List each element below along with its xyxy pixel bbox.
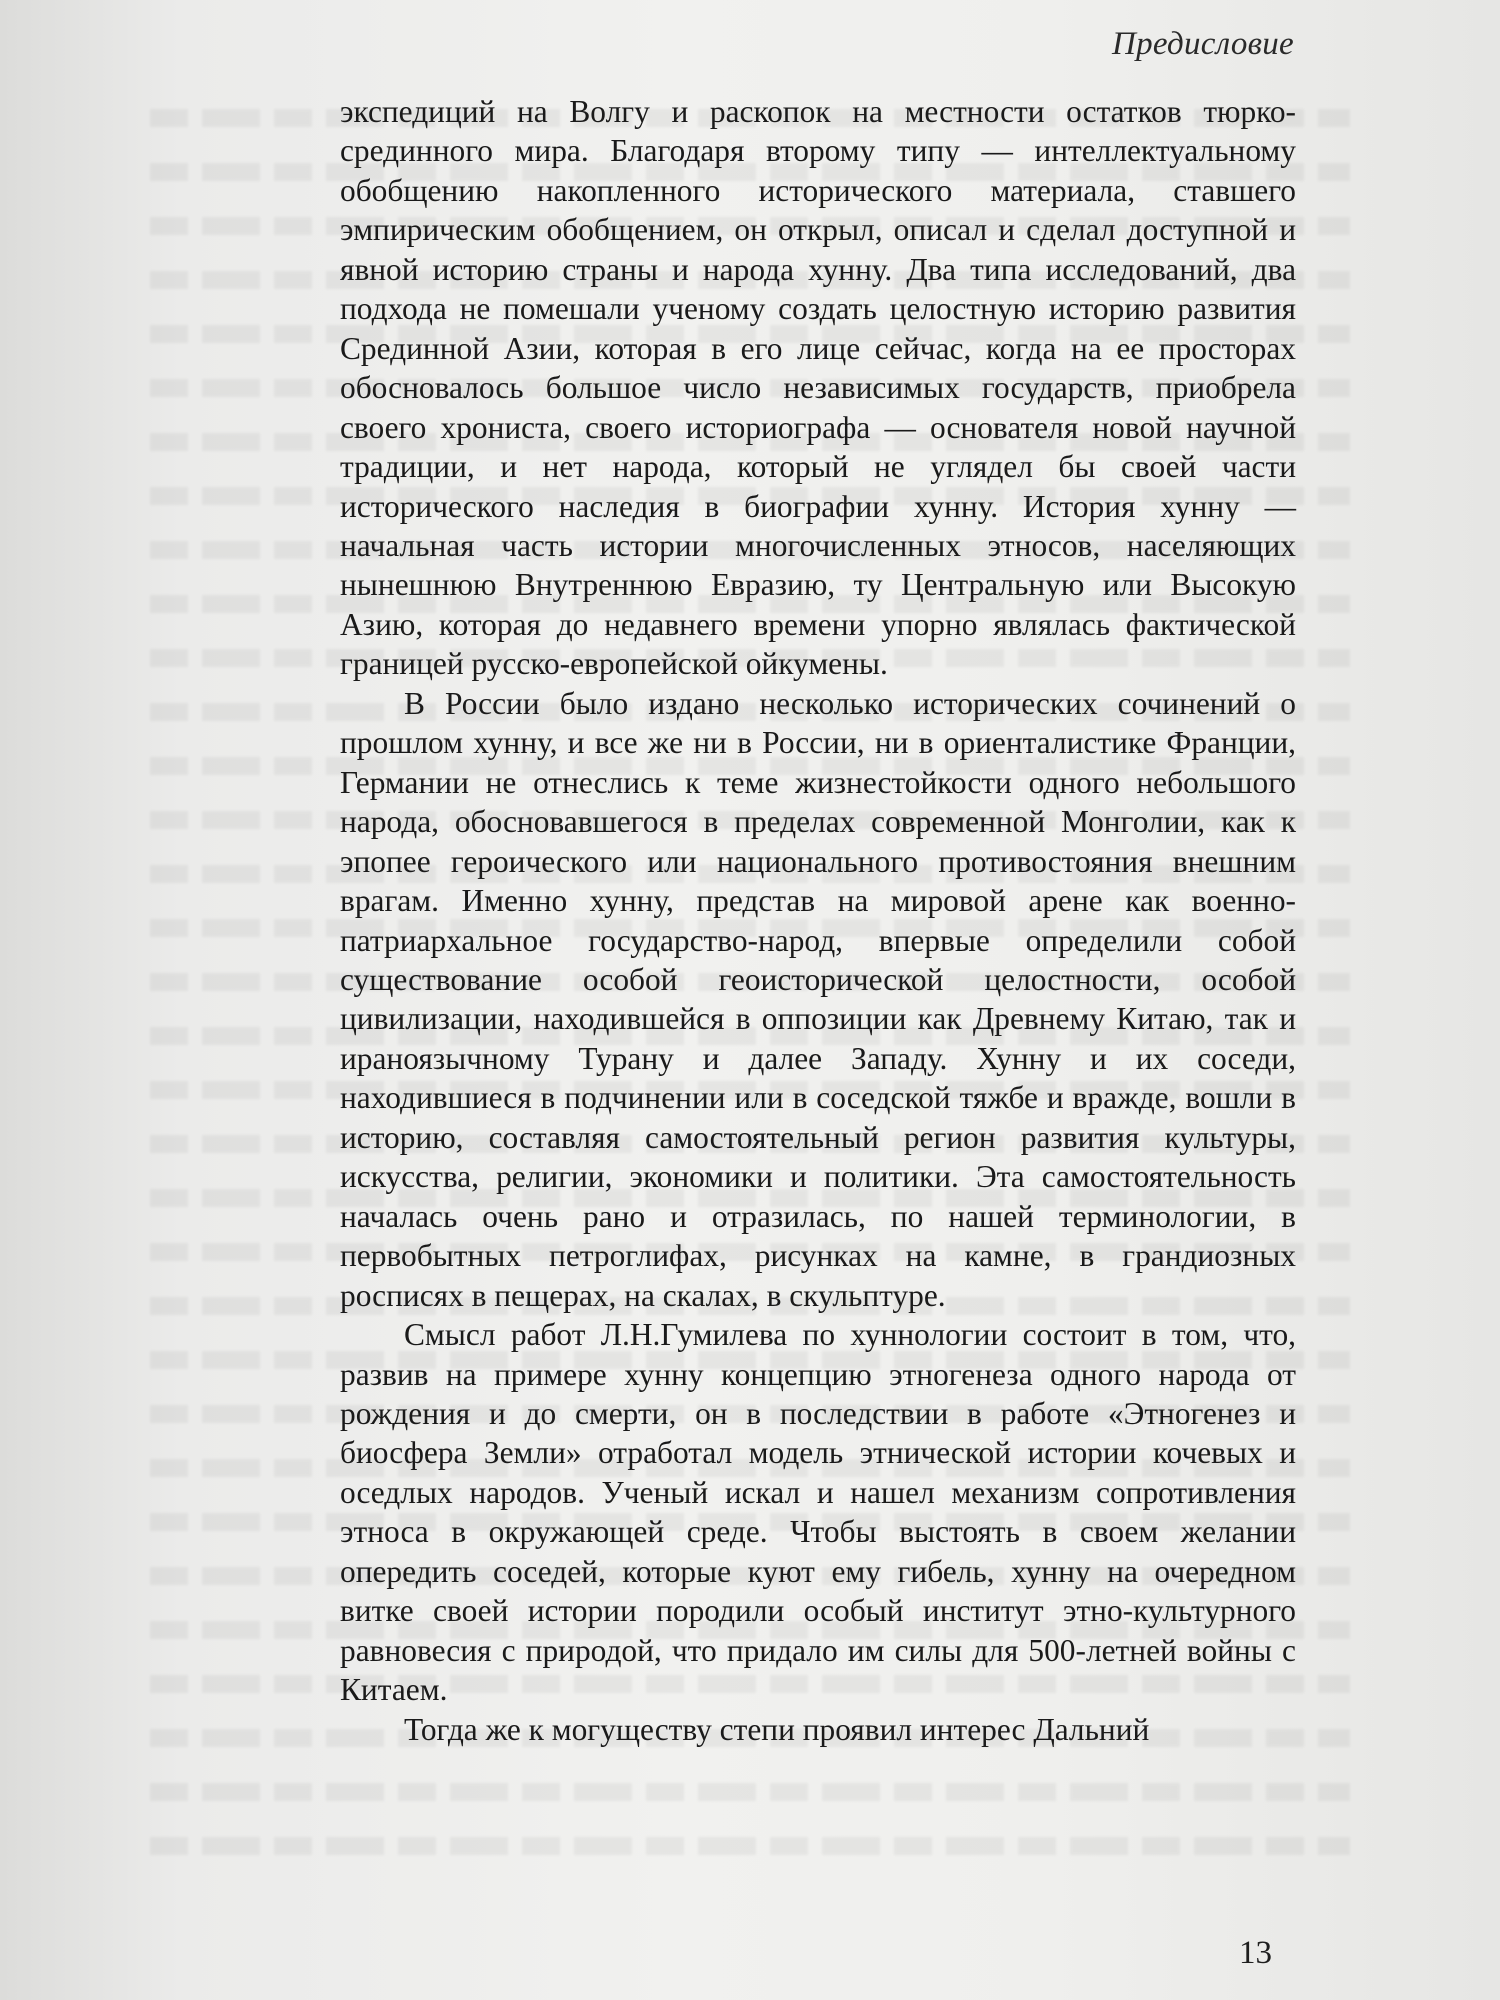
- bleed-line: [150, 1769, 1350, 1823]
- paragraph-3: Смысл работ Л.Н.Гумилева по хуннологии состоит в том, что, развив на примере хунну концепцию этногенеза одного народа от рождения и до смерти, он в последствии в работе «Этногенез и биосфера Земли» отработал модель этнической истории кочевых и оседлых народов. Ученый искал и нашел механизм сопротивления этноса в окружающей среде. Чтобы выстоять в своем желании опередить соседей, которые куют ему гибель, хунну на очередном витке своей истории породили особый институт этно-культурного равновесия с природой, что придало им силы для 500-летней войны с Китаем.: [340, 1317, 1296, 1708]
- bleed-line: [150, 1823, 1350, 1877]
- running-title: Предисловие: [1111, 26, 1294, 62]
- paragraph-2: В России было издано несколько исторических сочинений о прошлом хунну, и все же ни в России, ни в ориенталистике Франции, Германии не отнеслись к теме жизнестойкости одного небольшого народа, обосновавшегося в пределах современной Монголии, как к эпопее героического или национального противостояния внешним врагам. Именно хунну, представ на мировой арене как военно-патриархальное государство-народ, впервые определили собой существование особой геоисторической целостности, особой цивилизации, находившейся в оппозиции как Древнему Китаю, так и ираноязычному Турану и далее Западу. Хунну и их соседи, находившиеся в подчинении или в соседской тяжбе и вражде, вошли в историю, составляя самостоятельный регион развития культуры, искусства, религии, экономики и политики. Эта самостоятельность началась очень рано и отразилась, по нашей терминологии, в первобытных петроглифах, рисунках на камне, в грандиозных росписях в пещерах, на скалах, в скульптуре.: [340, 685, 1296, 1313]
- paragraph-4: Тогда же к могуществу степи проявил интерес Дальний: [404, 1711, 1150, 1747]
- paragraph-1: экспедиций на Волгу и раскопок на местности остатков тюрко-срединного мира. Благодаря второму типу — интеллектуальному обобщению накопленного исторического материала, ставшего эмпирическим обобщением, он открыл, описал и сделал доступной и явной историю страны и народа хунну. Два типа исследований, два подхода не помешали ученому создать целостную историю развития Срединной Азии, которая в его лице сейчас, когда на ее просторах обосновалось большое число независимых государств, приобрела своего хрониста, своего историографа — основателя новой научной традиции, и нет народа, который не углядел бы своей части исторического наследия в биографии хунну. История хунну — начальная часть истории многочисленных этносов, населяющих нынешнюю Внутреннюю Евразию, ту Центральную или Высокую Азию, которая до недавнего времени упорно являлась фактической границей русско-европейской ойкумены.: [340, 94, 1296, 682]
- page-number: 13: [1239, 1935, 1272, 1971]
- body-text: [340, 92, 1296, 1749]
